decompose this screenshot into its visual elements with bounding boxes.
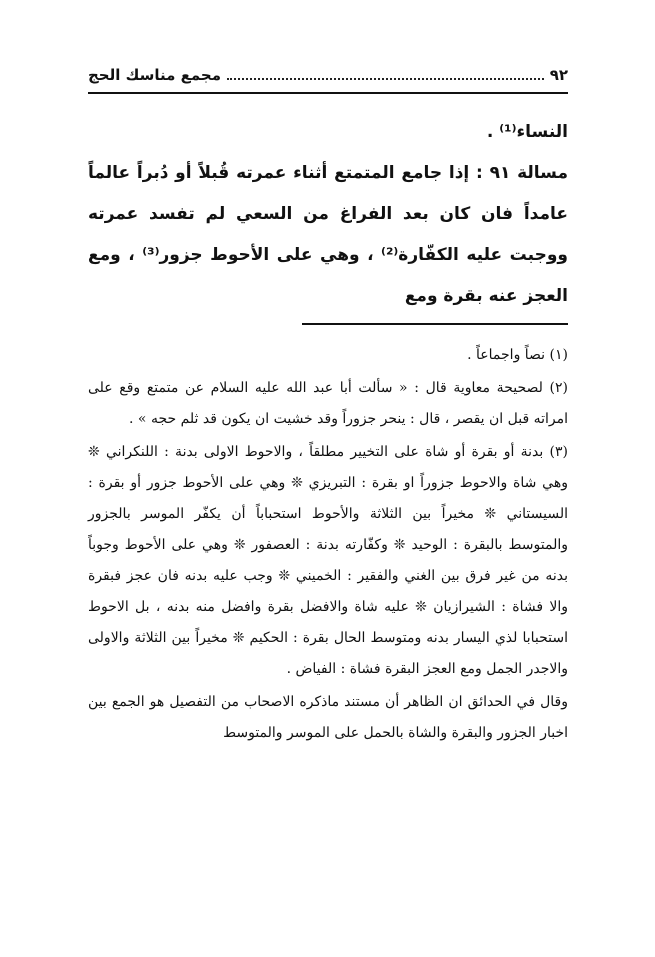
- footnote-3: (٣) بدنة أو بقرة أو شاة على التخيير مطلقاً ، والاحوط الاولى بدنة : اللنكراني ❊ وهي شاة والاحوط جزوراً او بقرة : التبريزي ❊ وهي على الأحوط جزور أو بقرة : السيستاني ❊ مخيراً بين الثلاثة والأحوط استحباباً أن يكفّر الموسر بالجزور والمتوسط بالبقرة : الوحيد ❊ وكفّارته بدنة : العصفور ❊ وهي على الأحوط وجوباً بدنه من غير فرق بين الغني والفقير : الخميني ❊ وجب عليه بدنه فان عجز فبقرة والا فشاة : الشيرازيان ❊ عليه شاة والافضل بقرة وافضل منه بدنه ، بل الاحوط استحبابا لذي اليسار بدنه ومتوسط الحال بقرة : الحكيم ❊ مخيراً بين الثلاثة والاولى والاجدر الجمل ومع العجز البقرة فشاة : الفياض .: [88, 444, 568, 677]
- page-number: ٩٢: [549, 66, 568, 84]
- header-rule: [88, 92, 568, 94]
- footnotes: [88, 340, 568, 749]
- continuation-line: النساء⁽¹⁾ .: [486, 122, 568, 142]
- footnote-1: (١) نصاً واجماعاً .: [467, 347, 568, 363]
- issue-91-paragraph: مسالة ٩١ : إذا جامع المتمتع أثناء عمرته قُبلاً أو دُبراً عالماً عامداً فان كان بعد الفراغ من السعي لم تفسد عمرته ووجبت عليه الكفّارة⁽²⁾ ، وهي على الأحوط جزور⁽³⁾ ، ومع العجز عنه بقرة ومع: [88, 163, 568, 306]
- header-dot-leader: [227, 78, 544, 80]
- main-text: [88, 112, 568, 317]
- footnote-separator: [302, 323, 568, 325]
- footnote-2: (٢) لصحيحة معاوية قال : « سألت أبا عبد الله عليه السلام عن متمتع وقع على امراته قبل ان يقصر ، قال : ينحر جزوراً وقد خشيت ان يكون قد ثلم حجه » .: [88, 380, 568, 427]
- page-header: [88, 62, 568, 88]
- footnote-3-continuation: وقال في الحدائق ان الظاهر أن مستند ماذكره الاصحاب من التفصيل هو الجمع بين اخبار الجزور والبقرة والشاة بالحمل على الموسر والمتوسط: [88, 694, 568, 741]
- running-title: مجمع مناسك الحج: [88, 66, 222, 84]
